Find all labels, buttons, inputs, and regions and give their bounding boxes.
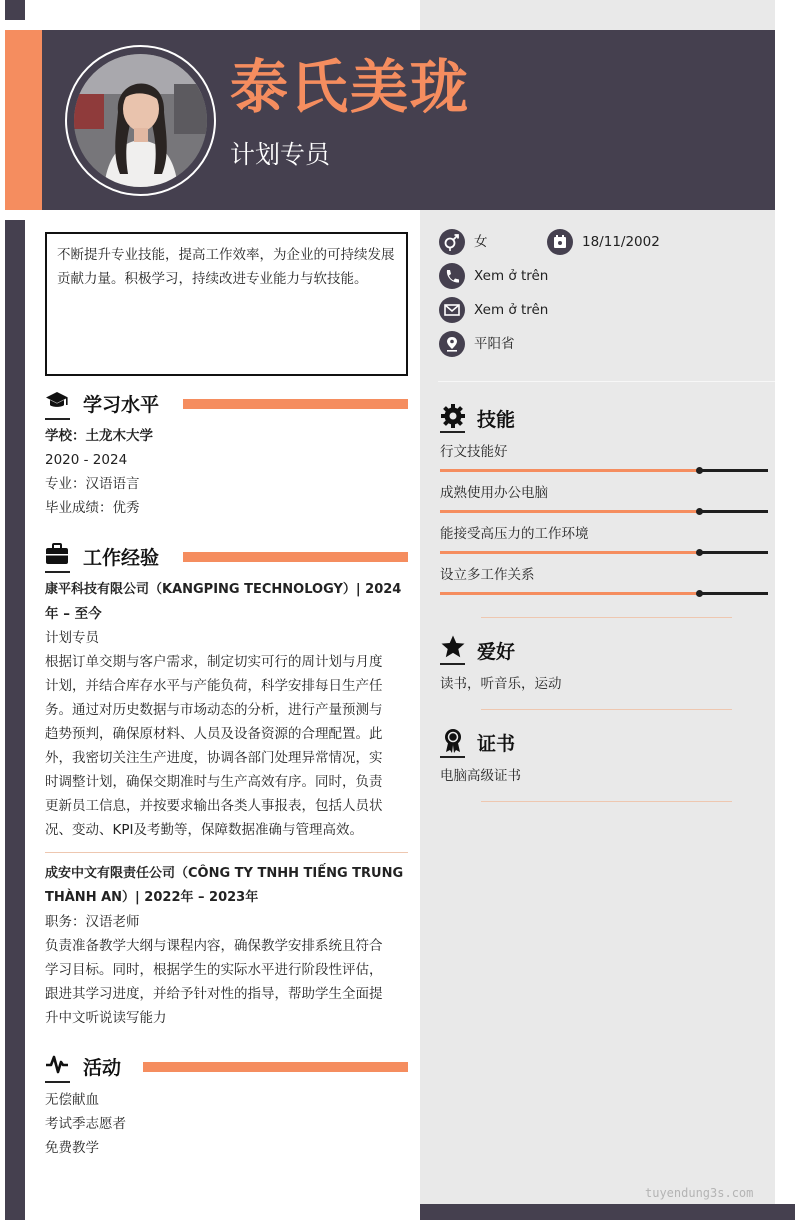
section-underline (45, 571, 70, 573)
left-strip (5, 220, 25, 1220)
hobbies-text: 读书，听音乐，运动 (440, 676, 562, 692)
skill-meter-fill (440, 510, 699, 513)
experience-section-header (45, 542, 408, 572)
career-objective: 不断提升专业技能，提高工作效率，为企业的可持续发展贡献力量。积极学习，持续改进专业能力与软技能。 (45, 232, 408, 376)
section-underline (440, 663, 465, 665)
skill-meter-fill (440, 469, 699, 472)
gender-value: 女 (474, 234, 488, 250)
education-title: 学习水平 (83, 394, 160, 416)
education-major: 专业：汉语语言 (45, 476, 140, 492)
skill-meter (440, 510, 768, 513)
job-description-line: 根据订单交期与客户需求，制定切实可行的周计划与月度 (45, 654, 383, 670)
job-description-line: 升中文听说读写能力 (45, 1010, 167, 1026)
graduation-cap-icon (45, 389, 69, 413)
skill-label: 能接受高压力的工作环境 (440, 526, 589, 542)
contact-divider (438, 381, 775, 382)
skill-meter-fill (440, 551, 699, 554)
education-section-header (45, 389, 408, 419)
experience-title: 工作经验 (83, 547, 160, 569)
phone-value: Xem ở trên (474, 268, 549, 284)
skill-meter (440, 551, 768, 554)
hobbies-divider (481, 709, 732, 710)
header-accent (5, 30, 42, 210)
section-underline (45, 418, 70, 420)
section-bar (183, 552, 408, 562)
gender-icon (439, 229, 465, 255)
section-underline (440, 756, 465, 758)
skill-label: 设立多工作关系 (440, 567, 535, 583)
candidate-job-title: 计划专员 (230, 140, 331, 169)
skill-label: 成熟使用办公电脑 (440, 485, 548, 501)
job-description-line: 跟进其学习进度，并给予针对性的指导，帮助学生全面提 (45, 986, 383, 1002)
section-bar (143, 1062, 408, 1072)
watermark: tuyendung3s.com (645, 1186, 754, 1200)
job-description-line: 计划，并结合库存水平与产能负荷，科学安排每日生产任 (45, 678, 383, 694)
activity-item: 免费教学 (45, 1140, 99, 1156)
job-heading: 成安中文有限责任公司（CÔNG TY TNHH TIẾNG TRUNG (45, 866, 404, 881)
education-school: 学校：土龙木大学 (45, 428, 153, 444)
location-icon (439, 331, 465, 357)
job-description-line: 况、变动、KPI及考勤等，保障数据准确与管理高效。 (45, 822, 363, 838)
job-description-line: 趋势预判，确保原材料、人员及设备资源的合理配置。此 (45, 726, 383, 742)
job-description-line: 更新员工信息，并按要求输出各类人事报表，包括人员状 (45, 798, 383, 814)
calendar-icon (547, 229, 573, 255)
job-description-line: 时调整计划，确保交期准时与生产高效有序。同时，负责 (45, 774, 383, 790)
resume-header (5, 30, 775, 210)
skill-meter (440, 469, 768, 472)
section-bar (183, 399, 408, 409)
heartbeat-icon (45, 1052, 69, 1076)
education-years: 2020 - 2024 (45, 452, 128, 468)
activities-section-header (45, 1052, 408, 1082)
section-underline (45, 1081, 70, 1083)
gear-icon (440, 403, 466, 429)
award-icon (440, 727, 466, 753)
candidate-name: 泰氏美珑 (230, 53, 471, 121)
job-description-line: 外，我密切关注生产进度，协调各部门处理异常情况，实 (45, 750, 383, 766)
skill-meter (440, 592, 768, 595)
email-icon (439, 297, 465, 323)
avatar-frame (65, 45, 216, 196)
education-grade: 毕业成绩：优秀 (45, 500, 140, 516)
birthdate-value: 18/11/2002 (582, 234, 660, 250)
skills-divider (481, 617, 732, 618)
certificates-divider (481, 801, 732, 802)
job-heading-continued: 年 – 至今 (45, 606, 102, 622)
hobbies-title: 爱好 (477, 641, 516, 663)
activity-item: 无偿献血 (45, 1092, 99, 1108)
job-description-line: 学习目标。同时，根据学生的实际水平进行阶段性评估， (45, 962, 383, 978)
job-divider (45, 852, 408, 853)
job-role: 计划专员 (45, 630, 99, 646)
activities-title: 活动 (83, 1057, 122, 1079)
left-strip-top (5, 0, 25, 20)
job-heading: 康平科技有限公司（KANGPING TECHNOLOGY）| 2024 (45, 582, 402, 597)
certificates-title: 证书 (477, 733, 516, 755)
avatar (74, 54, 207, 187)
briefcase-icon (45, 542, 69, 566)
bottom-bar (420, 1204, 795, 1220)
activity-item: 考试季志愿者 (45, 1116, 126, 1132)
right-margin (775, 0, 800, 1220)
job-description-line: 负责准备教学大纲与课程内容，确保教学安排系统且符合 (45, 938, 383, 954)
star-icon (440, 634, 466, 660)
job-heading-continued: THÀNH AN）| 2022年 – 2023年 (45, 890, 259, 905)
job-description-line: 务。通过对历史数据与市场动态的分析，进行产量预测与 (45, 702, 383, 718)
job-role: 职务：汉语老师 (45, 914, 140, 930)
skill-label: 行文技能好 (440, 444, 508, 460)
skills-title: 技能 (477, 409, 516, 431)
section-underline (440, 431, 465, 433)
phone-icon (439, 263, 465, 289)
certificates-text: 电脑高级证书 (440, 768, 521, 784)
avatar-photo (74, 54, 207, 187)
skill-meter-fill (440, 592, 699, 595)
address-value: 平阳省 (474, 336, 515, 352)
email-value: Xem ở trên (474, 302, 549, 318)
